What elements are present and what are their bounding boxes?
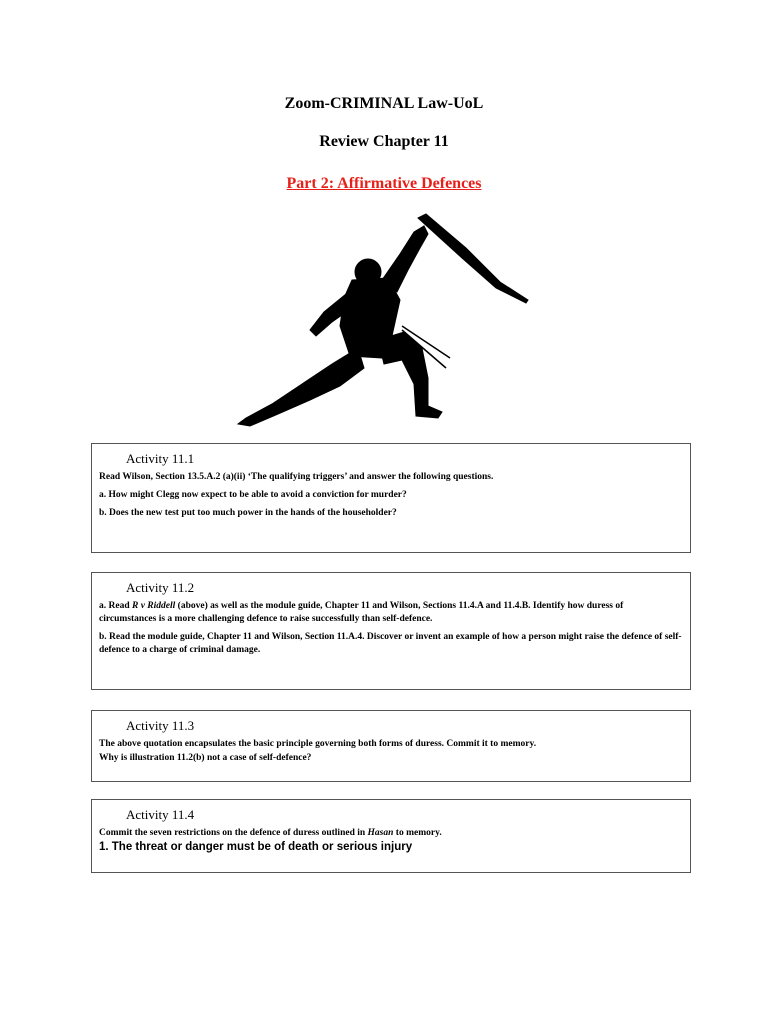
activity-text: Read Wilson, Section 13.5.A.2 (a)(ii) ‘The qualifying triggers’ and answer the following questions.: [99, 472, 494, 482]
activity-box-11-4: [91, 799, 691, 873]
activity-question: Why is illustration 11.2(b) not a case of self-defence?: [99, 753, 312, 763]
ninja-silhouette-icon: [232, 208, 532, 428]
activity-question: b. Does the new test put too much power in the hands of the householder?: [99, 508, 397, 518]
activity-box-11-1: [91, 443, 691, 553]
case-name: Hasan: [367, 828, 394, 838]
activity-box-11-2: [91, 572, 691, 690]
activity-box-11-3: [91, 710, 691, 782]
activity-text: [99, 827, 682, 840]
part-heading: Part 2: Affirmative Defences: [286, 175, 482, 192]
activity-heading: Activity 11.2: [126, 580, 195, 595]
document-title: Zoom-CRIMINAL Law-UoL: [284, 95, 484, 112]
activity-question: b. Read the module guide, Chapter 11 and Wilson, Section 11.A.4. Discover or invent an example of how a person might raise the defence of self-defence to a charge of criminal damage.: [99, 632, 682, 655]
text-segment: (above) as well as the module guide, Chapter 11 and Wilson, Sections 11.4.A and 11.4.B. Identify how duress of circumstances is a more challenging defence to raise successfully than self-defence.: [99, 601, 624, 624]
activity-heading: Activity 11.1: [126, 451, 195, 466]
activity-question: a. How might Clegg now expect to be able to avoid a conviction for murder?: [99, 490, 407, 500]
chapter-title: Review Chapter 11: [319, 133, 449, 150]
activity-heading: Activity 11.4: [126, 807, 195, 822]
case-name: R v Riddell: [132, 601, 176, 611]
text-segment: to memory.: [393, 828, 442, 838]
text-segment: a. Read: [99, 601, 132, 611]
activity-question: [99, 600, 682, 626]
text-segment: Commit the seven restrictions on the defence of duress outlined in: [99, 828, 368, 838]
restriction-item: 1. The threat or danger must be of death or serious injury: [99, 841, 413, 853]
activity-heading: Activity 11.3: [126, 718, 195, 733]
activity-text: The above quotation encapsulates the basic principle governing both forms of duress. Commit it to memory.: [99, 739, 537, 749]
